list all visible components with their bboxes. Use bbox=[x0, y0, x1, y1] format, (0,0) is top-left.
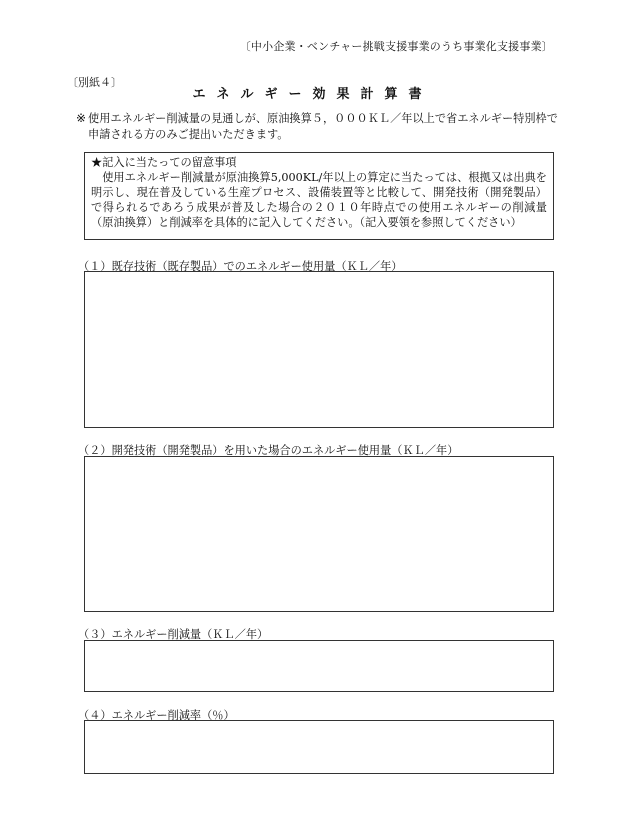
annex-label: 〔別紙４〕 bbox=[67, 76, 122, 89]
guidelines-body: 使用エネルギー削減量が原油換算5,000KL/年以上の算定に当たっては、根拠又は出典を明示し、現在普及している生産プロセス、設備装置等と比較して、開発技術（開発製品）で得られるであろう成果が普及した場合の２０１０年時点での使用エネルギーの削減量（原油換算）と削減率を具体的に記入してください。（記入要領を参照してください） bbox=[91, 171, 547, 229]
document-title: エネルギー効果計算書 bbox=[192, 87, 433, 102]
note-text: 使用エネルギー削減量の見通しが、原油換算５，０００ＫＬ／年以上で省エネルギー特別枠で申請される方のみご提出いただきます。 bbox=[88, 112, 558, 141]
section-2-label: （２）開発技術（開発製品）を用いた場合のエネルギー使用量（ＫＬ／年） bbox=[78, 444, 459, 457]
header-note: 〔中小企業・ベンチャー挑戦支援事業のうち事業化支援事業〕 bbox=[239, 40, 553, 53]
guidelines-box bbox=[84, 152, 554, 240]
section-1-input-area[interactable] bbox=[84, 271, 554, 428]
section-3-label: （３）エネルギー削減量（ＫＬ／年） bbox=[78, 628, 269, 641]
guidelines-title: ★記入に当たっての留意事項 bbox=[91, 156, 237, 169]
section-4-label: （４）エネルギー削減率（％） bbox=[78, 709, 235, 722]
note-mark: ※ bbox=[76, 111, 87, 125]
section-4-input-area[interactable] bbox=[84, 720, 554, 774]
section-2-input-area[interactable] bbox=[84, 456, 554, 612]
section-3-input-area[interactable] bbox=[84, 640, 554, 692]
section-1-label: （１）既存技術（既存製品）でのエネルギー使用量（ＫＬ／年） bbox=[78, 260, 403, 273]
